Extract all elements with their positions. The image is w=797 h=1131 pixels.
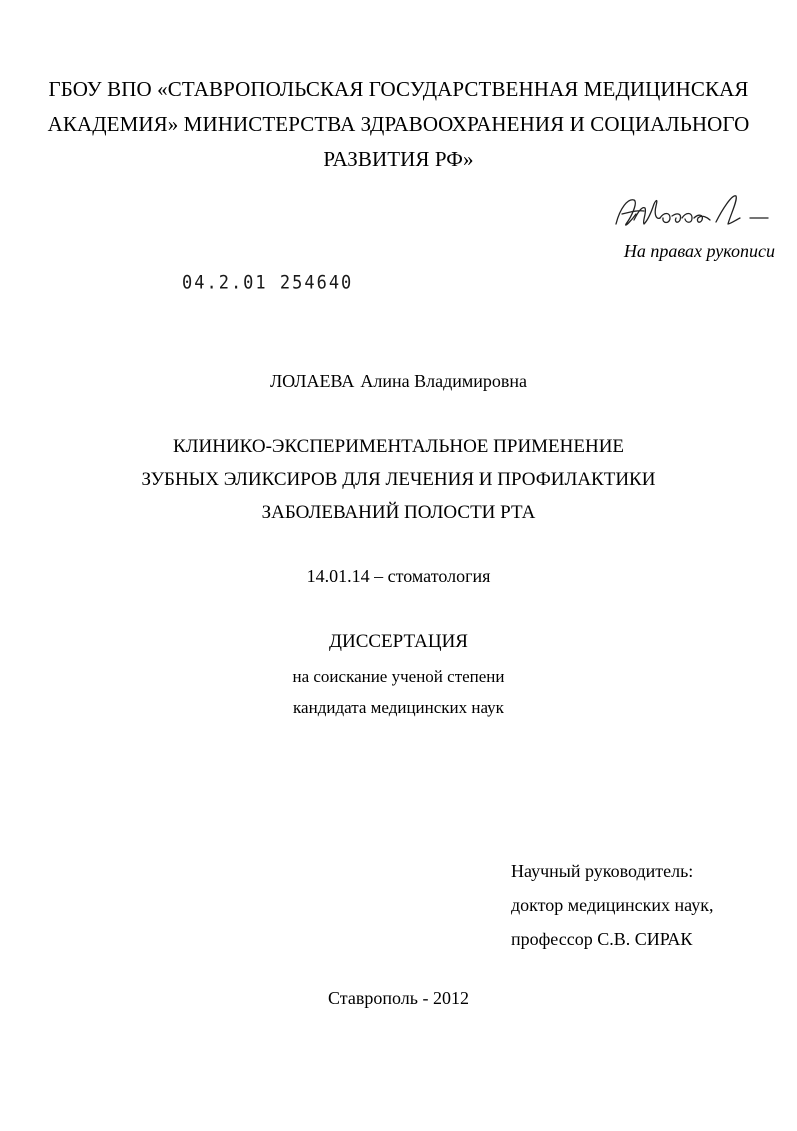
degree-line-1: на соискание ученой степени <box>292 667 505 686</box>
degree-line-2: кандидата медицинских наук <box>293 698 504 717</box>
supervisor-block <box>511 854 771 956</box>
author-name <box>0 369 797 393</box>
institution-line-1: ГБОУ ВПО «СТАВРОПОЛЬСКАЯ ГОСУДАРСТВЕННАЯ МЕДИЦИНСКАЯ <box>48 77 749 101</box>
author-surname: ЛОЛАЕВА <box>269 371 355 391</box>
specialty-code: 14.01.14 – стоматология <box>306 566 491 586</box>
title-line-1: КЛИНИКО-ЭКСПЕРИМЕНТАЛЬНОЕ ПРИМЕНЕНИЕ <box>172 436 625 457</box>
author-given-names: Алина Владимировна <box>360 371 528 391</box>
title-line-2: ЗУБНЫХ ЭЛИКСИРОВ ДЛЯ ЛЕЧЕНИЯ И ПРОФИЛАКТИКИ <box>141 469 656 490</box>
title-line-3: ЗАБОЛЕВАНИЙ ПОЛОСТИ РТА <box>261 502 536 523</box>
supervisor-label: Научный руководитель: <box>511 861 694 881</box>
registration-number: 04.2.01 254640 <box>182 272 354 294</box>
degree-sought <box>0 661 797 723</box>
institution-line-3: РАЗВИТИЯ РФ» <box>323 147 474 171</box>
manuscript-rights-note: На правах рукописи <box>623 241 775 261</box>
place-and-year: Ставрополь - 2012 <box>328 988 469 1008</box>
handwritten-signature-icon <box>612 190 772 240</box>
supervisor-name: профессор С.В. СИРАК <box>511 929 693 949</box>
document-type: ДИССЕРТАЦИЯ <box>329 631 468 652</box>
supervisor-degree: доктор медицинских наук, <box>511 895 714 915</box>
dissertation-title <box>100 430 697 529</box>
institution-line-2: АКАДЕМИЯ» МИНИСТЕРСТВА ЗДРАВООХРАНЕНИЯ И СОЦИАЛЬНОГО <box>47 112 750 136</box>
institution-header <box>40 72 757 177</box>
